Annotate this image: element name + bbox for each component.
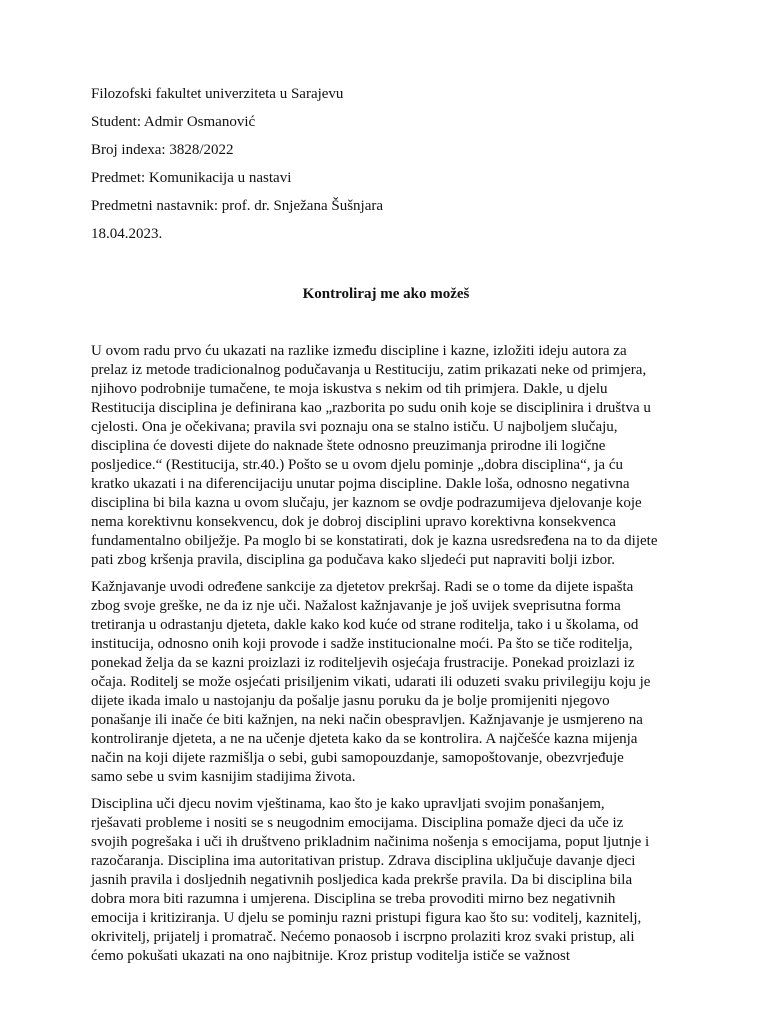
text-line: razočaranja. Disciplina ima autoritativan pristup. Zdrava disciplina uključuje davanje djeci xyxy=(91,853,636,869)
text-line: disciplina će dovesti dijete do naknade štete odnosno preuzimanja prirodne ili logične xyxy=(91,438,606,454)
text-line: rješavati probleme i nositi se s neugodnim emocijama. Disciplina pomaže djeci da uče iz xyxy=(91,815,624,831)
text-line: U ovom radu prvo ću ukazati na razlike između discipline i kazne, izložiti ideju autora za xyxy=(91,343,627,359)
date-line: 18.04.2023. xyxy=(91,226,163,242)
document-title: Kontroliraj me ako možeš xyxy=(302,286,470,302)
text-line: način na koji dijete razmišlja o sebi, gubi samopouzdanje, samopoštovanje, obezvrjeđuje xyxy=(91,750,624,766)
text-line: ćemo pokušati ukazati na ono najbitnije. Kroz pristup voditelja ističe se važnost xyxy=(91,948,571,964)
text-line: kratko ukazati i na diferencijaciju unutar pojma discipline. Dakle loša, odnosno negativna xyxy=(91,476,630,492)
student-line: Student: Admir Osmanović xyxy=(91,114,256,130)
subject-line: Predmet: Komunikacija u nastavi xyxy=(91,170,292,186)
body-text xyxy=(91,342,681,966)
text-line: svojih pogrešaka i uči ih društveno prikladnim načinima nošenja s emocijama, poput ljutnje i xyxy=(91,834,650,850)
text-line: jasnih pravila i dosljednih negativnih posljedica kada prekrše pravila. Da bi disciplina bila xyxy=(91,872,633,888)
text-line: Restitucija disciplina je definirana kao „razborita po sudu onih koje se disciplinira i društva u xyxy=(91,400,651,416)
text-line: disciplina bi bila kazna u ovom slučaju, jer kaznom se ovdje podrazumijeva djelovanje koje xyxy=(91,495,642,511)
paragraph xyxy=(91,342,681,570)
text-line: emocija i kritiziranja. U djelu se pominju razni pristupi figura kao što su: voditelj, kaznitelj, xyxy=(91,910,642,926)
text-line: tretiranja u odrastanju djeteta, dakle kako kod kuće od strane roditelja, tako i u školama, od xyxy=(91,617,639,633)
text-line: zbog svoje greške, ne da iz nje uči. Nažalost kažnjavanje je još uvijek sveprisutna forma xyxy=(91,598,621,614)
paragraph xyxy=(91,578,681,787)
text-line: prelaz iz metode tradicionalnog podučavanja u Restituciju, zatim prikazati neke od primjera, xyxy=(91,362,647,378)
text-line: posljedice.“ (Restitucija, str.40.) Pošto se u ovom djelu pominje „dobra disciplina“, ja ću xyxy=(91,457,623,473)
text-line: pati zbog kršenja pravila, disciplina ga podučava kako sljedeći put napraviti bolji izbor. xyxy=(91,552,616,568)
text-line: ponekad želja da se kazni proizlazi iz roditeljevih osjećaja frustracije. Ponekad proizlazi iz xyxy=(91,655,635,671)
paragraph xyxy=(91,795,681,966)
text-line: Disciplina uči djecu novim vještinama, kao što je kako upravljati svojim ponašanjem, xyxy=(91,796,605,812)
faculty-line: Filozofski fakultet univerziteta u Sarajevu xyxy=(91,86,344,102)
text-line: dobra mora biti razumna i umjerena. Disciplina se treba provoditi mirno bez negativnih xyxy=(91,891,616,907)
text-line: cjelosti. Ona je očekivana; pravila svi poznaju ona se stalno ističu. U najboljem slučaju, xyxy=(91,419,618,435)
text-line: očaja. Roditelj se može osjećati prisiljenim vikati, udarati ili oduzeti svaku privilegiju koju je xyxy=(91,674,651,690)
text-line: dijete ikada imalo u nastojanju da pošalje jasnu poruku da je bolje promijeniti njegovo xyxy=(91,693,610,709)
text-line: kontroliranje djeteta, a ne na učenje djeteta kako da se kontrolira. A najčešće kazna mijenja xyxy=(91,731,638,747)
text-line: Kažnjavanje uvodi određene sankcije za djetetov prekršaj. Radi se o tome da dijete ispašta xyxy=(91,579,634,595)
index-line: Broj indexa: 3828/2022 xyxy=(91,142,234,158)
text-line: ponašanje ili inače će biti kažnjen, na neki način obespravljen. Kažnjavanje je usmjereno na xyxy=(91,712,643,728)
text-line: nema korektivnu konsekvencu, dok je dobroj disciplini upravo korektivna konsekvenca xyxy=(91,514,616,530)
document-page xyxy=(91,84,681,974)
text-line: okrivitelj, prijatelj i promatrač. Nećemo ponaosob i iscrpno prolaziti kroz svaki pristup, ali xyxy=(91,929,635,945)
text-line: fundamentalno obilježje. Pa moglo bi se konstatirati, dok je kazna usredsređena na to da dijete xyxy=(91,533,658,549)
text-line: samo sebe u svim kasnijim stadijima života. xyxy=(91,769,356,785)
text-line: njihovo podrobnije tumačene, te moja iskustva s nekim od tih primjera. Dakle, u djelu xyxy=(91,381,608,397)
teacher-line: Predmetni nastavnik: prof. dr. Snježana Šušnjara xyxy=(91,198,384,214)
text-line: institucija, odnosno onih koji provode i sadže institucionalne moći. Pa što se tiče roditelja, xyxy=(91,636,633,652)
